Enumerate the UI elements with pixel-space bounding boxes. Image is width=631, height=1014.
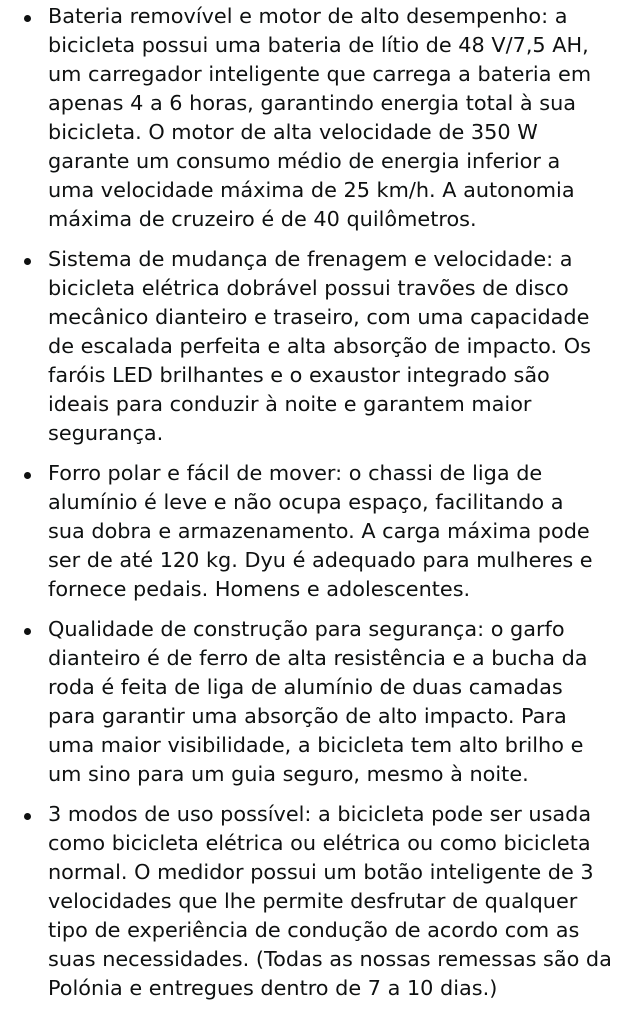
text-line: uma velocidade máxima de 25 km/h. A autonomia	[48, 178, 575, 202]
text-line: Polónia e entregues dentro de 7 a 10 dias.)	[48, 976, 498, 1000]
text-line: bicicleta possui uma bateria de lítio de 48 V/7,5 AH,	[48, 33, 589, 57]
bullet-dot-icon	[24, 472, 31, 479]
feature-bullet-brakes-speed	[0, 245, 631, 448]
text-line: suas necessidades. (Todas as nossas remessas são da	[48, 947, 612, 971]
text-line: ser de até 120 kg. Dyu é adequado para mulheres e	[48, 548, 593, 572]
bullet-text	[48, 2, 631, 234]
text-line: roda é feita de liga de alumínio de duas camadas	[48, 675, 563, 699]
text-line: normal. O medidor possui um botão inteligente de 3	[48, 860, 594, 884]
feature-bullet-chassis	[0, 459, 631, 604]
text-line: Bateria removível e motor de alto desempenho: a	[48, 4, 568, 28]
text-line: 3 modos de uso possível: a bicicleta pode ser usada	[48, 802, 592, 826]
bullet-dot-icon	[24, 258, 31, 265]
bullet-text	[48, 459, 631, 604]
text-line: Qualidade de construção para segurança: o garfo	[48, 617, 565, 641]
text-line: de escalada perfeita e alta absorção de impacto. Os	[48, 334, 591, 358]
text-line: mecânico dianteiro e traseiro, com uma capacidade	[48, 305, 590, 329]
bullet-dot-icon	[24, 628, 31, 635]
text-line: faróis LED brilhantes e o exaustor integrado são	[48, 363, 550, 387]
feature-bullet-list	[0, 2, 631, 1014]
text-line: segurança.	[48, 421, 164, 445]
text-line: garante um consumo médio de energia inferior a	[48, 149, 561, 173]
text-line: apenas 4 a 6 horas, garantindo energia total à sua	[48, 91, 577, 115]
text-line: para garantir uma absorção de alto impacto. Para	[48, 704, 567, 728]
text-line: um carregador inteligente que carrega a bateria em	[48, 62, 592, 86]
text-line: Forro polar e fácil de mover: o chassi de liga de	[48, 461, 543, 485]
feature-bullet-usage-modes	[0, 800, 631, 1003]
bullet-dot-icon	[24, 813, 31, 820]
text-line: um sino para um guia seguro, mesmo à noite.	[48, 762, 529, 786]
text-line: tipo de experiência de condução de acordo com as	[48, 918, 580, 942]
text-line: bicicleta elétrica dobrável possui travões de disco	[48, 276, 569, 300]
bullet-text	[48, 800, 631, 1003]
bullet-dot-icon	[24, 15, 31, 22]
text-line: como bicicleta elétrica ou elétrica ou como bicicleta	[48, 831, 591, 855]
text-line: máxima de cruzeiro é de 40 quilômetros.	[48, 207, 477, 231]
text-line: velocidades que lhe permite desfrutar de qualquer	[48, 889, 578, 913]
text-line: ideais para conduzir à noite e garantem maior	[48, 392, 532, 416]
bullet-text	[48, 245, 631, 448]
text-line: alumínio é leve e não ocupa espaço, facilitando a	[48, 490, 564, 514]
text-line: dianteiro é de ferro de alta resistência e a bucha da	[48, 646, 588, 670]
bullet-text	[48, 615, 631, 789]
text-line: Sistema de mudança de frenagem e velocidade: a	[48, 247, 573, 271]
feature-bullet-build-quality	[0, 615, 631, 789]
text-line: fornece pedais. Homens e adolescentes.	[48, 577, 471, 601]
text-line: uma maior visibilidade, a bicicleta tem alto brilho e	[48, 733, 584, 757]
text-line: bicicleta. O motor de alta velocidade de 350 W	[48, 120, 538, 144]
text-line: sua dobra e armazenamento. A carga máxima pode	[48, 519, 590, 543]
feature-bullet-battery-motor	[0, 2, 631, 234]
